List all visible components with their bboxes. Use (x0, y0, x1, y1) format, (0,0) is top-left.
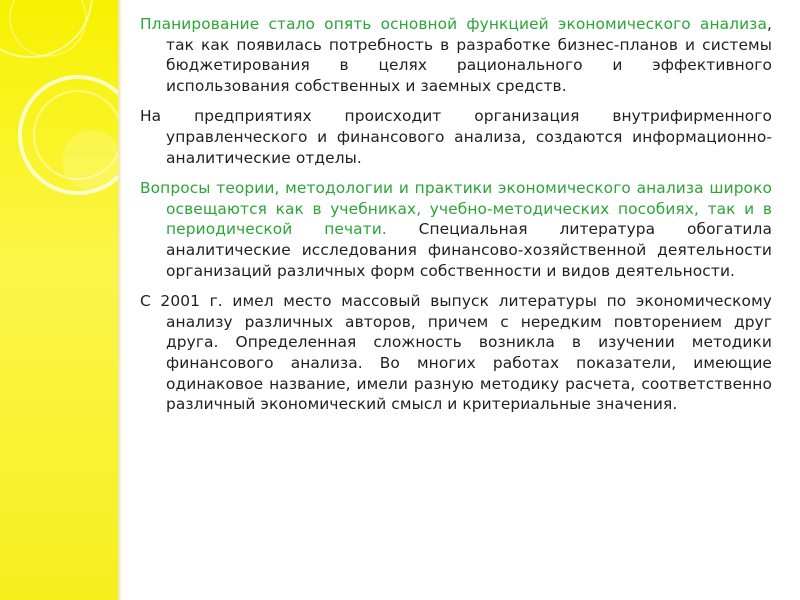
paragraph-2 (140, 106, 772, 168)
paragraph-4 (140, 291, 772, 415)
decorative-sidebar (0, 0, 118, 600)
paragraph-1-text: , так как появилась потребность в разработке бизнес-планов и системы бюджетирования в целях рационального и эффективного использования собственных и заемных средств. (166, 15, 772, 95)
paragraph-3-text: Специальная литература обогатила аналитические исследования финансово-хозяйственной деятельности организаций различных форм собственности и видов деятельности. (166, 220, 772, 280)
decorative-circles (0, 0, 118, 600)
paragraph-3-highlight: Вопросы теории, методологии и практики экономического анализа широко освещаются как в учебниках, учебно-методических пособиях, так и в периодической печати. (140, 179, 772, 239)
sidebar-divider (118, 0, 122, 600)
paragraph-3 (140, 178, 772, 281)
paragraph-1 (140, 14, 772, 96)
slide-body (140, 14, 772, 415)
paragraph-2-text: На предприятиях происходит организация внутрифирменного управленческого и финансового анализа, создаются информационно-аналитические отделы. (140, 107, 772, 167)
paragraph-4-text: С 2001 г. имел место массовый выпуск литературы по экономическому анализу различных авторов, причем с нередким повторением друг друга. Определенная сложность возникла в изучении методики финансового анализа. Во многих работах показатели, имеющие одинаковое название, имели разную методику расчета, соответственно различный экономический смысл и критериальные значения. (140, 292, 772, 414)
paragraph-1-highlight: Планирование стало опять основной функцией экономического анализа (140, 15, 767, 33)
